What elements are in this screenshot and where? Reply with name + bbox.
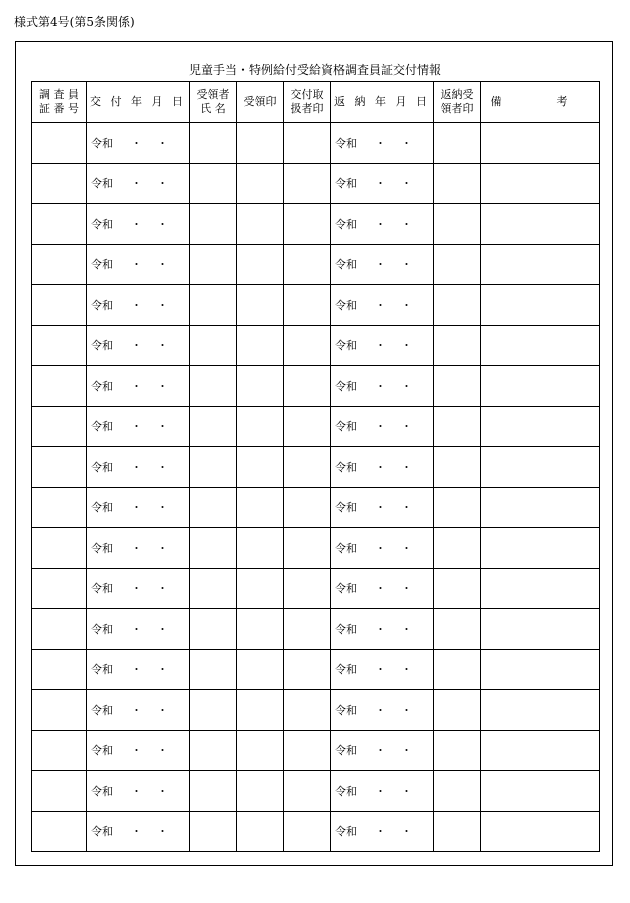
remarks-cell[interactable] (481, 649, 600, 690)
return-receiver-seal-cell[interactable] (434, 406, 481, 447)
recipient-name-cell[interactable] (190, 771, 237, 812)
era-label: 令和 (335, 136, 357, 150)
header-remarks-label: 備 考 (490, 95, 590, 108)
header-recipient-name-line2: 氏 名 (200, 102, 226, 115)
issue-date-cell[interactable] (87, 285, 190, 326)
recipient-name-cell[interactable] (190, 163, 237, 204)
era-label: 令和 (335, 663, 357, 677)
date-separator: ・ (157, 501, 168, 515)
handler-seal-cell[interactable] (284, 406, 331, 447)
return-date-cell[interactable] (331, 285, 434, 326)
handler-seal-cell[interactable] (284, 447, 331, 488)
table-row (32, 609, 600, 650)
date-separator: ・ (157, 703, 168, 717)
recipient-name-cell[interactable] (190, 204, 237, 245)
date-separator: ・ (401, 339, 412, 353)
table-row (32, 528, 600, 569)
receipt-seal-cell[interactable] (237, 649, 284, 690)
date-separator: ・ (131, 258, 142, 272)
receipt-seal-cell[interactable] (237, 366, 284, 407)
date-separator: ・ (157, 177, 168, 191)
recipient-name-cell[interactable] (190, 244, 237, 285)
era-label: 令和 (335, 298, 357, 312)
remarks-cell[interactable] (481, 609, 600, 650)
recipient-name-cell[interactable] (190, 690, 237, 731)
table-row (32, 285, 600, 326)
date-separator: ・ (157, 825, 168, 839)
date-separator: ・ (375, 258, 386, 272)
recipient-name-cell[interactable] (190, 325, 237, 366)
era-label: 令和 (335, 622, 357, 636)
issue-date-cell[interactable] (87, 609, 190, 650)
remarks-cell[interactable] (481, 568, 600, 609)
date-separator: ・ (375, 339, 386, 353)
issue-date-cell[interactable] (87, 366, 190, 407)
date-separator: ・ (157, 339, 168, 353)
remarks-cell[interactable] (481, 163, 600, 204)
era-label: 令和 (335, 258, 357, 272)
issue-date-cell[interactable] (87, 447, 190, 488)
recipient-name-cell[interactable] (190, 487, 237, 528)
investigator-id-cell[interactable] (32, 690, 87, 731)
era-label: 令和 (335, 177, 357, 191)
table-row (32, 568, 600, 609)
issue-date-cell[interactable] (87, 690, 190, 731)
remarks-cell[interactable] (481, 811, 600, 852)
era-label: 令和 (335, 582, 357, 596)
table-row (32, 123, 600, 164)
issue-date-cell[interactable] (87, 568, 190, 609)
header-remarks (481, 82, 600, 123)
era-label: 令和 (91, 298, 113, 312)
issue-date-cell[interactable] (87, 649, 190, 690)
issue-date-cell[interactable] (87, 123, 190, 164)
era-label: 令和 (91, 784, 113, 798)
investigator-id-cell[interactable] (32, 771, 87, 812)
table-body (32, 123, 600, 852)
header-return-receiver-seal-line2: 領者印 (440, 102, 474, 115)
return-receiver-seal-cell[interactable] (434, 811, 481, 852)
return-date-cell[interactable] (331, 204, 434, 245)
table-row (32, 204, 600, 245)
issue-date-cell[interactable] (87, 244, 190, 285)
date-separator: ・ (401, 379, 412, 393)
header-row (32, 82, 600, 123)
era-label: 令和 (91, 582, 113, 596)
era-label: 令和 (91, 379, 113, 393)
recipient-name-cell[interactable] (190, 649, 237, 690)
handler-seal-cell[interactable] (284, 528, 331, 569)
header-issue-date-label: 交 付 年 月 日 (90, 95, 186, 108)
form-title: 児童手当・特例給付受給資格調査員証交付情報 (188, 63, 441, 77)
date-separator: ・ (375, 420, 386, 434)
date-separator: ・ (131, 339, 142, 353)
return-receiver-seal-cell[interactable] (434, 447, 481, 488)
table-row (32, 811, 600, 852)
era-label: 令和 (335, 339, 357, 353)
remarks-cell[interactable] (481, 528, 600, 569)
investigator-id-cell[interactable] (32, 487, 87, 528)
era-label: 令和 (335, 703, 357, 717)
date-separator: ・ (375, 663, 386, 677)
date-separator: ・ (131, 420, 142, 434)
date-separator: ・ (131, 460, 142, 474)
investigator-id-cell[interactable] (32, 609, 87, 650)
receipt-seal-cell[interactable] (237, 528, 284, 569)
investigator-id-cell[interactable] (32, 366, 87, 407)
date-separator: ・ (131, 703, 142, 717)
recipient-name-cell[interactable] (190, 811, 237, 852)
date-separator: ・ (157, 420, 168, 434)
return-receiver-seal-cell[interactable] (434, 325, 481, 366)
era-label: 令和 (91, 136, 113, 150)
era-label: 令和 (91, 663, 113, 677)
table-row (32, 447, 600, 488)
return-date-cell[interactable] (331, 771, 434, 812)
header-recipient-name-line1: 受領者 (196, 88, 230, 101)
receipt-seal-cell[interactable] (237, 690, 284, 731)
handler-seal-cell[interactable] (284, 204, 331, 245)
return-date-cell[interactable] (331, 325, 434, 366)
era-label: 令和 (91, 339, 113, 353)
issue-date-cell[interactable] (87, 730, 190, 771)
recipient-name-cell[interactable] (190, 447, 237, 488)
remarks-cell[interactable] (481, 690, 600, 731)
issue-date-cell[interactable] (87, 325, 190, 366)
receipt-seal-cell[interactable] (237, 244, 284, 285)
header-return-date-label: 返 納 年 月 日 (334, 95, 430, 108)
date-separator: ・ (131, 177, 142, 191)
date-separator: ・ (131, 136, 142, 150)
return-receiver-seal-cell[interactable] (434, 568, 481, 609)
investigator-id-cell[interactable] (32, 244, 87, 285)
return-date-cell[interactable] (331, 568, 434, 609)
table-row (32, 730, 600, 771)
table-row (32, 771, 600, 812)
era-label: 令和 (91, 217, 113, 231)
investigator-id-cell[interactable] (32, 325, 87, 366)
receipt-seal-cell[interactable] (237, 447, 284, 488)
return-date-cell[interactable] (331, 447, 434, 488)
era-label: 令和 (91, 460, 113, 474)
era-label: 令和 (91, 258, 113, 272)
return-receiver-seal-cell[interactable] (434, 649, 481, 690)
return-receiver-seal-cell[interactable] (434, 771, 481, 812)
date-separator: ・ (375, 703, 386, 717)
header-recipient-name (190, 82, 237, 123)
era-label: 令和 (91, 541, 113, 555)
remarks-cell[interactable] (481, 406, 600, 447)
date-separator: ・ (131, 784, 142, 798)
return-date-cell[interactable] (331, 649, 434, 690)
investigator-id-cell[interactable] (32, 568, 87, 609)
era-label: 令和 (335, 217, 357, 231)
issue-date-cell[interactable] (87, 811, 190, 852)
receipt-seal-cell[interactable] (237, 163, 284, 204)
return-date-cell[interactable] (331, 244, 434, 285)
era-label: 令和 (91, 744, 113, 758)
era-label: 令和 (335, 541, 357, 555)
era-label: 令和 (91, 825, 113, 839)
investigator-id-cell[interactable] (32, 649, 87, 690)
receipt-seal-cell[interactable] (237, 204, 284, 245)
return-date-cell[interactable] (331, 811, 434, 852)
date-separator: ・ (131, 217, 142, 231)
date-separator: ・ (157, 136, 168, 150)
date-separator: ・ (401, 136, 412, 150)
era-label: 令和 (335, 744, 357, 758)
date-separator: ・ (157, 460, 168, 474)
date-separator: ・ (157, 582, 168, 596)
remarks-cell[interactable] (481, 325, 600, 366)
issue-date-cell[interactable] (87, 487, 190, 528)
issue-date-cell[interactable] (87, 163, 190, 204)
recipient-name-cell[interactable] (190, 528, 237, 569)
remarks-cell[interactable] (481, 730, 600, 771)
issuance-record-table (31, 81, 600, 852)
date-separator: ・ (375, 744, 386, 758)
date-separator: ・ (401, 582, 412, 596)
receipt-seal-cell[interactable] (237, 568, 284, 609)
return-receiver-seal-cell[interactable] (434, 609, 481, 650)
table-row (32, 325, 600, 366)
era-label: 令和 (335, 420, 357, 434)
recipient-name-cell[interactable] (190, 568, 237, 609)
handler-seal-cell[interactable] (284, 366, 331, 407)
return-receiver-seal-cell[interactable] (434, 204, 481, 245)
date-separator: ・ (401, 177, 412, 191)
return-date-cell[interactable] (331, 163, 434, 204)
return-receiver-seal-cell[interactable] (434, 244, 481, 285)
recipient-name-cell[interactable] (190, 730, 237, 771)
return-date-cell[interactable] (331, 528, 434, 569)
table-row (32, 163, 600, 204)
return-receiver-seal-cell[interactable] (434, 528, 481, 569)
issue-date-cell[interactable] (87, 771, 190, 812)
date-separator: ・ (375, 582, 386, 596)
date-separator: ・ (131, 582, 142, 596)
handler-seal-cell[interactable] (284, 123, 331, 164)
return-date-cell[interactable] (331, 123, 434, 164)
return-date-cell[interactable] (331, 487, 434, 528)
investigator-id-cell[interactable] (32, 123, 87, 164)
remarks-cell[interactable] (481, 487, 600, 528)
return-date-cell[interactable] (331, 609, 434, 650)
date-separator: ・ (401, 663, 412, 677)
era-label: 令和 (335, 784, 357, 798)
return-receiver-seal-cell[interactable] (434, 487, 481, 528)
investigator-id-cell[interactable] (32, 730, 87, 771)
handler-seal-cell[interactable] (284, 244, 331, 285)
date-separator: ・ (375, 136, 386, 150)
handler-seal-cell[interactable] (284, 487, 331, 528)
recipient-name-cell[interactable] (190, 406, 237, 447)
handler-seal-cell[interactable] (284, 285, 331, 326)
date-separator: ・ (157, 298, 168, 312)
era-label: 令和 (91, 420, 113, 434)
handler-seal-cell[interactable] (284, 771, 331, 812)
table-row (32, 406, 600, 447)
date-separator: ・ (157, 744, 168, 758)
era-label: 令和 (91, 177, 113, 191)
issue-date-cell[interactable] (87, 528, 190, 569)
handler-seal-cell[interactable] (284, 609, 331, 650)
date-separator: ・ (401, 258, 412, 272)
header-handler-seal-line2: 扱者印 (290, 102, 324, 115)
investigator-id-cell[interactable] (32, 811, 87, 852)
investigator-id-cell[interactable] (32, 447, 87, 488)
header-investigator-id (32, 82, 87, 123)
receipt-seal-cell[interactable] (237, 406, 284, 447)
receipt-seal-cell[interactable] (237, 123, 284, 164)
date-separator: ・ (401, 217, 412, 231)
date-separator: ・ (401, 744, 412, 758)
date-separator: ・ (131, 663, 142, 677)
remarks-cell[interactable] (481, 285, 600, 326)
handler-seal-cell[interactable] (284, 325, 331, 366)
table-row (32, 366, 600, 407)
date-separator: ・ (131, 298, 142, 312)
return-receiver-seal-cell[interactable] (434, 730, 481, 771)
date-separator: ・ (375, 541, 386, 555)
return-date-cell[interactable] (331, 366, 434, 407)
date-separator: ・ (157, 217, 168, 231)
era-label: 令和 (335, 460, 357, 474)
era-label: 令和 (91, 501, 113, 515)
era-label: 令和 (335, 501, 357, 515)
remarks-cell[interactable] (481, 244, 600, 285)
remarks-cell[interactable] (481, 447, 600, 488)
date-separator: ・ (157, 258, 168, 272)
date-separator: ・ (375, 501, 386, 515)
header-investigator-id-line2: 証 番 号 (39, 102, 79, 115)
date-separator: ・ (375, 622, 386, 636)
date-separator: ・ (375, 379, 386, 393)
investigator-id-cell[interactable] (32, 163, 87, 204)
date-separator: ・ (401, 825, 412, 839)
date-separator: ・ (401, 703, 412, 717)
date-separator: ・ (401, 420, 412, 434)
investigator-id-cell[interactable] (32, 528, 87, 569)
return-date-cell[interactable] (331, 406, 434, 447)
header-receipt-seal: 受領印 (237, 82, 284, 123)
header-issue-date (87, 82, 190, 123)
date-separator: ・ (157, 663, 168, 677)
return-receiver-seal-cell[interactable] (434, 123, 481, 164)
return-receiver-seal-cell[interactable] (434, 690, 481, 731)
date-separator: ・ (375, 825, 386, 839)
date-separator: ・ (131, 541, 142, 555)
investigator-id-cell[interactable] (32, 406, 87, 447)
table-row (32, 244, 600, 285)
return-receiver-seal-cell[interactable] (434, 285, 481, 326)
table-row (32, 649, 600, 690)
date-separator: ・ (157, 541, 168, 555)
recipient-name-cell[interactable] (190, 609, 237, 650)
receipt-seal-cell[interactable] (237, 730, 284, 771)
recipient-name-cell[interactable] (190, 366, 237, 407)
table-row (32, 690, 600, 731)
date-separator: ・ (131, 744, 142, 758)
remarks-cell[interactable] (481, 204, 600, 245)
era-label: 令和 (335, 825, 357, 839)
receipt-seal-cell[interactable] (237, 609, 284, 650)
return-receiver-seal-cell[interactable] (434, 163, 481, 204)
table-row (32, 487, 600, 528)
date-separator: ・ (401, 622, 412, 636)
return-date-cell[interactable] (331, 690, 434, 731)
era-label: 令和 (335, 379, 357, 393)
investigator-id-cell[interactable] (32, 285, 87, 326)
handler-seal-cell[interactable] (284, 811, 331, 852)
header-investigator-id-line1: 調 査 員 (39, 88, 79, 101)
date-separator: ・ (131, 622, 142, 636)
remarks-cell[interactable] (481, 123, 600, 164)
return-receiver-seal-cell[interactable] (434, 366, 481, 407)
remarks-cell[interactable] (481, 366, 600, 407)
return-date-cell[interactable] (331, 730, 434, 771)
era-label: 令和 (91, 703, 113, 717)
receipt-seal-cell[interactable] (237, 325, 284, 366)
header-return-receiver-seal (434, 82, 481, 123)
date-separator: ・ (131, 501, 142, 515)
date-separator: ・ (375, 460, 386, 474)
date-separator: ・ (401, 460, 412, 474)
handler-seal-cell[interactable] (284, 690, 331, 731)
issue-date-cell[interactable] (87, 204, 190, 245)
date-separator: ・ (157, 379, 168, 393)
date-separator: ・ (375, 217, 386, 231)
header-handler-seal (284, 82, 331, 123)
recipient-name-cell[interactable] (190, 285, 237, 326)
receipt-seal-cell[interactable] (237, 487, 284, 528)
header-return-receiver-seal-line1: 返納受 (440, 88, 474, 101)
handler-seal-cell[interactable] (284, 163, 331, 204)
header-return-date (331, 82, 434, 123)
date-separator: ・ (375, 298, 386, 312)
date-separator: ・ (401, 541, 412, 555)
date-separator: ・ (157, 622, 168, 636)
date-separator: ・ (401, 784, 412, 798)
handler-seal-cell[interactable] (284, 730, 331, 771)
remarks-cell[interactable] (481, 771, 600, 812)
handler-seal-cell[interactable] (284, 568, 331, 609)
form-number-label: 様式第4号(第5条関係) (14, 15, 135, 29)
receipt-seal-cell[interactable] (237, 285, 284, 326)
header-handler-seal-line1: 交付取 (290, 88, 324, 101)
date-separator: ・ (157, 784, 168, 798)
receipt-seal-cell[interactable] (237, 811, 284, 852)
date-separator: ・ (401, 298, 412, 312)
date-separator: ・ (131, 825, 142, 839)
date-separator: ・ (375, 784, 386, 798)
receipt-seal-cell[interactable] (237, 771, 284, 812)
recipient-name-cell[interactable] (190, 123, 237, 164)
date-separator: ・ (401, 501, 412, 515)
issue-date-cell[interactable] (87, 406, 190, 447)
investigator-id-cell[interactable] (32, 204, 87, 245)
era-label: 令和 (91, 622, 113, 636)
date-separator: ・ (375, 177, 386, 191)
handler-seal-cell[interactable] (284, 649, 331, 690)
date-separator: ・ (131, 379, 142, 393)
